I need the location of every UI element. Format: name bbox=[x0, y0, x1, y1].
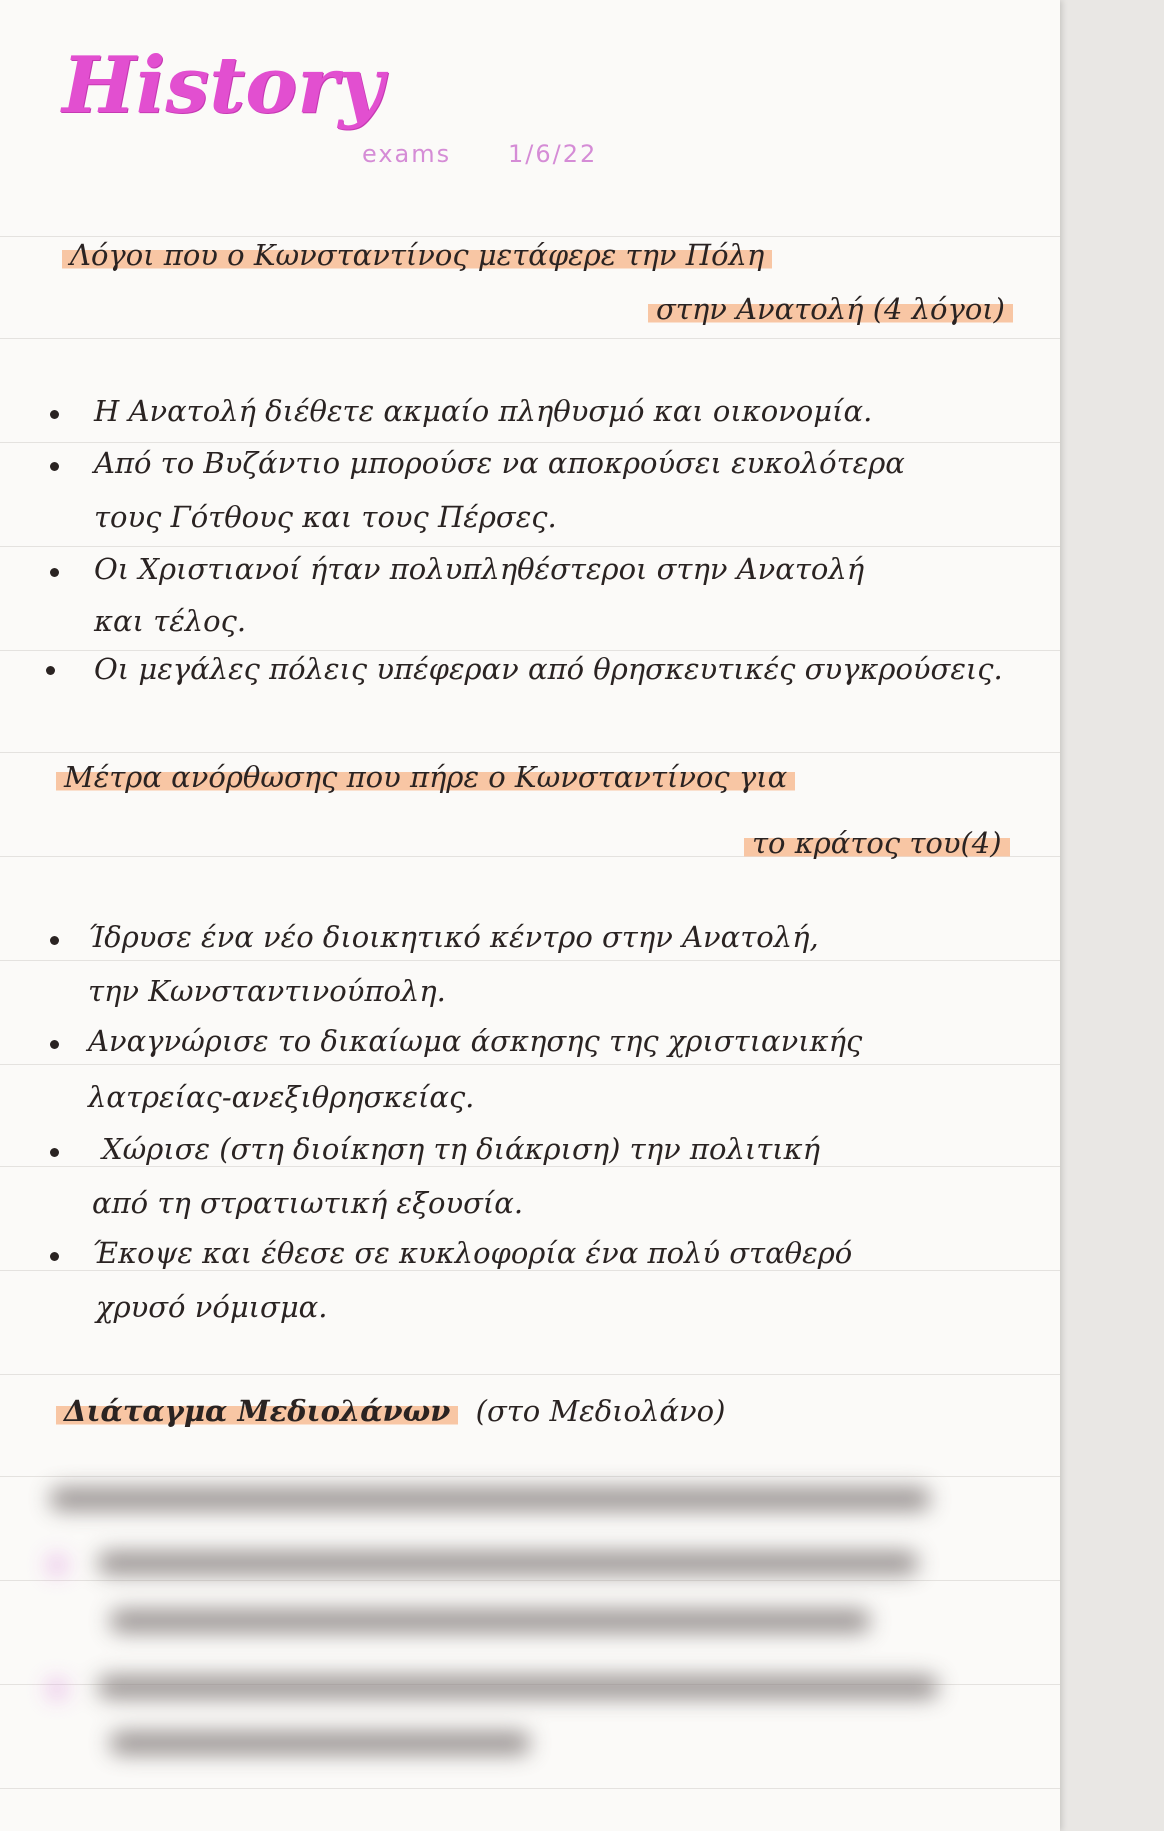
list-item-line: Αναγνώρισε το δικαίωμα άσκησης της χριστιανικής bbox=[88, 1024, 863, 1058]
rule-line bbox=[0, 752, 1060, 753]
list-item-line: Οι Χριστιανοί ήταν πολυπληθέστεροι στην Ανατολή bbox=[94, 552, 865, 586]
rule-line bbox=[0, 1064, 1060, 1065]
bullet-dot bbox=[50, 1040, 59, 1049]
section1-heading-line1 bbox=[62, 238, 772, 272]
list-item-line: Η Ανατολή διέθετε ακμαίο πληθυσμό και οικονομία. bbox=[94, 394, 873, 428]
section3-heading bbox=[56, 1394, 725, 1428]
page-title: History bbox=[62, 40, 384, 131]
list-item-line: Χώρισε (στη διοίκηση τη διάκριση) την πολιτική bbox=[102, 1132, 821, 1166]
blurred-content bbox=[40, 1470, 1040, 1830]
list-item-line: Ίδρυσε ένα νέο διοικητικό κέντρο στην Ανατολή, bbox=[88, 920, 819, 954]
list-item-line: Έκοψε και έθεσε σε κυκλοφορία ένα πολύ σταθερό bbox=[92, 1236, 853, 1270]
blur-stroke bbox=[98, 1552, 918, 1574]
blur-stroke bbox=[98, 1676, 938, 1698]
exam-label: exams bbox=[362, 140, 452, 168]
list-item-line: την Κωνσταντινούπολη. bbox=[88, 974, 446, 1008]
bullet-dot bbox=[50, 410, 59, 419]
bullet-dot bbox=[48, 1680, 66, 1698]
list-item-line: Οι μεγάλες πόλεις υπέφεραν από θρησκευτικές συγκρούσεις. bbox=[94, 652, 1003, 686]
list-item-line: από τη στρατιωτική εξουσία. bbox=[92, 1186, 524, 1220]
rule-line bbox=[0, 338, 1060, 339]
bullet-dot bbox=[46, 666, 55, 675]
list-item-line: Από το Βυζάντιο μπορούσε να αποκρούσει ευκολότερα bbox=[94, 446, 905, 480]
rule-line bbox=[0, 546, 1060, 547]
list-item-line: τους Γότθους και τους Πέρσες. bbox=[94, 500, 557, 534]
rule-line bbox=[0, 442, 1060, 443]
bullet-dot bbox=[50, 1252, 59, 1261]
section2-heading-line1 bbox=[56, 760, 795, 794]
heading-highlight: στην Ανατολή (4 λόγοι) bbox=[648, 292, 1013, 326]
rule-line bbox=[0, 236, 1060, 237]
rule-line bbox=[0, 1374, 1060, 1375]
rule-line bbox=[0, 1166, 1060, 1167]
bullet-dot bbox=[48, 1556, 66, 1574]
bullet-dot bbox=[50, 462, 59, 471]
bullet-dot bbox=[50, 936, 59, 945]
blur-stroke bbox=[110, 1610, 870, 1632]
rule-line bbox=[0, 960, 1060, 961]
heading-highlight: Μέτρα ανόρθωσης που πήρε ο Κωνσταντίνος για bbox=[56, 760, 795, 794]
blur-stroke bbox=[50, 1488, 930, 1510]
list-item-line: χρυσό νόμισμα. bbox=[96, 1290, 328, 1324]
rule-line bbox=[0, 650, 1060, 651]
section2-heading-line2 bbox=[744, 826, 1010, 860]
heading-note: (στο Μεδιολάνο) bbox=[475, 1394, 726, 1428]
exam-date: 1/6/22 bbox=[508, 140, 598, 168]
bullet-dot bbox=[50, 1148, 59, 1157]
heading-highlight: το κράτος του(4) bbox=[744, 826, 1010, 860]
heading-highlight: Λόγοι που ο Κωνσταντίνος μετάφερε την Πόλη bbox=[62, 238, 772, 272]
bullet-dot bbox=[50, 568, 59, 577]
list-item-line: λατρείας-ανεξιθρησκείας. bbox=[88, 1080, 475, 1114]
section1-heading-line2 bbox=[648, 292, 1013, 326]
heading-highlight: Διάταγμα Μεδιολάνων bbox=[56, 1394, 458, 1428]
rule-line bbox=[0, 1270, 1060, 1271]
blur-stroke bbox=[110, 1732, 530, 1754]
list-item-line: και τέλος. bbox=[94, 604, 247, 638]
